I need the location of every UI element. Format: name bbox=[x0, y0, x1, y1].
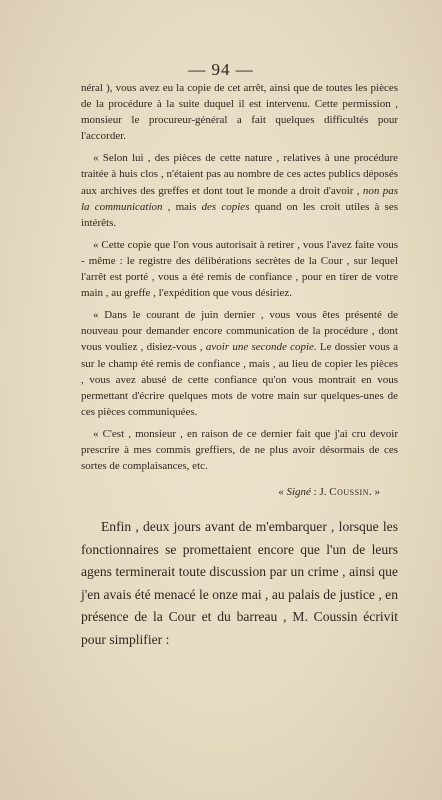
signature-name: Coussin bbox=[329, 486, 369, 499]
body-text: . Le dossier vous a sur le champ été remis de confiance , mais , au lieu de copier les pièces , vous avez abusé de cette confiance qu'on vous montrait en vous permettant d'écrire quelques mots de votre main sur quelques-unes de ces pièces communiquées. bbox=[81, 341, 398, 418]
page-text-body bbox=[81, 80, 398, 651]
paragraph-5 bbox=[81, 426, 398, 474]
body-text: néral ), vous avez eu la copie de cet arrêt, ainsi que de toutes les pièces de la procédure à la suite duquel il est intervenu. Cette permission , monsieur le procureur-général a fait quelques difficultés pour l'accorder. bbox=[81, 82, 398, 143]
body-text: « Selon lui , des pièces de cette nature , relatives à une procédure traitée à huis clos , n'étaient pas au nombre de ces actes publics déposés aux archives des greffes et dont tout le monde a droit d'avoir , bbox=[81, 152, 398, 197]
body-text: quand on les croit utiles à ses intérêts. bbox=[81, 200, 399, 229]
paragraph-3 bbox=[81, 237, 398, 301]
body-text: , mais bbox=[162, 200, 202, 213]
signature-close: . » bbox=[369, 486, 380, 499]
emphasis-text: des copies bbox=[201, 200, 250, 213]
emphasis-text: avoir une seconde copie bbox=[205, 341, 314, 354]
paragraph-2 bbox=[81, 150, 398, 230]
paragraph-1 bbox=[81, 80, 398, 144]
body-text: « C'est , monsieur , en raison de ce dernier fait que j'ai cru devoir prescrire à mes commis greffiers, de ne plus avoir désormais de ces sortes de complaisances, etc. bbox=[81, 427, 398, 473]
signature-label: Signé bbox=[286, 486, 311, 499]
signature-mid: : J. bbox=[310, 486, 330, 499]
page-number: — 94 — bbox=[188, 60, 254, 79]
signature-line bbox=[81, 484, 380, 500]
signature-open: « bbox=[278, 486, 287, 499]
narrative-paragraph: Enfin , deux jours avant de m'embarquer , lorsque les fonctionnaires se promettaient encore que l'un de leurs agens terminerait toute discussion par un crime , ainsi que j'en avais été menacé le onze mai , au palais de justice , en présence de la Cour et du barreau , M. Coussin écrivit pour simplifier : bbox=[81, 519, 398, 647]
body-text: « Dans le courant de juin dernier , vous vous êtes présenté de nouveau pour demander encore communication de la procédure , dont vous vouliez , disiez-vous , bbox=[81, 309, 398, 354]
paragraph-4 bbox=[81, 307, 398, 420]
body-text: « Cette copie que l'on vous autorisait à retirer , vous l'avez faite vous - même : le registre des délibérations secrètes de la Cour , sur lequel l'arrêt est porté , vous a été remis de confiance , pour en tirer de votre main , au greffe , l'expédition que vous désiriez. bbox=[81, 238, 398, 300]
emphasis-text: non pas la communication bbox=[81, 184, 398, 213]
